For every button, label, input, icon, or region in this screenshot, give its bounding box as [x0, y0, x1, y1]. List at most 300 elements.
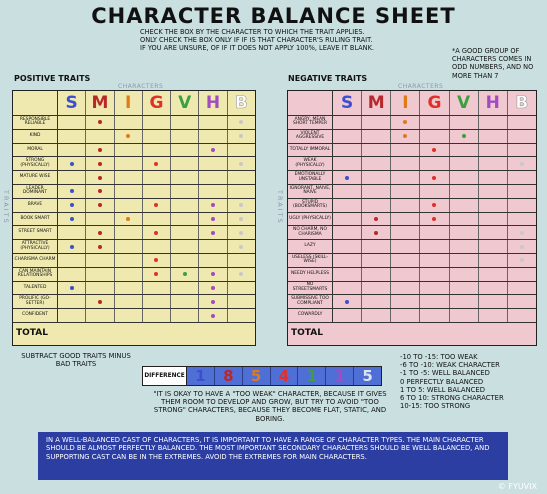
trait-row	[13, 116, 255, 130]
character-letter: H	[479, 91, 508, 115]
trait-checkbox[interactable]	[115, 295, 143, 308]
trait-checkbox[interactable]	[143, 144, 171, 157]
trait-checkbox[interactable]	[391, 295, 420, 308]
trait-row	[288, 130, 536, 144]
trait-label: ATTRACTIVE (PHYSICALLY)	[13, 240, 58, 253]
trait-checkbox[interactable]	[171, 199, 199, 212]
trait-row	[13, 268, 255, 282]
trait-checkbox[interactable]	[508, 116, 536, 129]
total-row	[288, 323, 536, 343]
check-dot	[211, 203, 215, 207]
trait-checkbox[interactable]	[86, 185, 114, 198]
trait-checkbox[interactable]	[143, 295, 171, 308]
trait-checkbox[interactable]	[508, 240, 536, 253]
trait-checkbox[interactable]	[199, 130, 227, 143]
check-dot	[98, 300, 102, 304]
trait-checkbox[interactable]	[86, 157, 114, 170]
trait-checkbox[interactable]	[199, 199, 227, 212]
trait-checkbox[interactable]	[479, 116, 508, 129]
check-dot	[239, 203, 243, 207]
trait-checkbox[interactable]	[143, 157, 171, 170]
trait-checkbox[interactable]	[86, 199, 114, 212]
trait-checkbox[interactable]	[143, 185, 171, 198]
trait-checkbox[interactable]	[199, 157, 227, 170]
check-dot	[98, 120, 102, 124]
trait-checkbox[interactable]	[450, 213, 479, 226]
trait-checkbox[interactable]	[228, 309, 255, 322]
trait-checkbox[interactable]	[333, 240, 362, 253]
trait-checkbox[interactable]	[199, 116, 227, 129]
trait-checkbox[interactable]	[362, 226, 391, 239]
trait-checkbox[interactable]	[199, 309, 227, 322]
trait-row	[13, 282, 255, 296]
trait-checkbox[interactable]	[115, 144, 143, 157]
check-dot	[211, 217, 215, 221]
trait-checkbox[interactable]	[86, 144, 114, 157]
character-letter: V	[450, 91, 479, 115]
trait-label: TALENTED	[13, 282, 58, 295]
trait-checkbox[interactable]	[450, 171, 479, 184]
trait-checkbox[interactable]	[115, 254, 143, 267]
trait-checkbox[interactable]	[228, 295, 255, 308]
trait-checkbox[interactable]	[420, 199, 449, 212]
trait-checkbox[interactable]	[333, 213, 362, 226]
trait-checkbox[interactable]	[199, 295, 227, 308]
trait-checkbox[interactable]	[199, 282, 227, 295]
trait-checkbox[interactable]	[115, 130, 143, 143]
trait-label: TOTALLY IMMORAL	[288, 144, 333, 157]
trait-checkbox[interactable]	[508, 185, 536, 198]
trait-checkbox[interactable]	[362, 282, 391, 295]
check-dot	[403, 120, 407, 124]
trait-checkbox[interactable]	[143, 116, 171, 129]
trait-checkbox[interactable]	[450, 226, 479, 239]
trait-checkbox[interactable]	[115, 213, 143, 226]
trait-checkbox[interactable]	[58, 240, 86, 253]
trait-checkbox[interactable]	[58, 171, 86, 184]
trait-checkbox[interactable]	[362, 309, 391, 322]
trait-checkbox[interactable]	[479, 309, 508, 322]
trait-label: CAN MAINTAIN RELATIONSHIPS	[13, 268, 58, 281]
trait-checkbox[interactable]	[479, 185, 508, 198]
trait-checkbox[interactable]	[420, 157, 449, 170]
check-dot	[520, 258, 524, 262]
trait-checkbox[interactable]	[333, 185, 362, 198]
trait-row	[288, 295, 536, 309]
instructions	[140, 28, 440, 52]
trait-checkbox[interactable]	[333, 171, 362, 184]
trait-checkbox[interactable]	[228, 116, 255, 129]
trait-label: NO CHARM, NO CHARISMA	[288, 226, 333, 239]
trait-checkbox[interactable]	[228, 171, 255, 184]
trait-checkbox[interactable]	[171, 240, 199, 253]
trait-checkbox[interactable]	[333, 199, 362, 212]
trait-checkbox[interactable]	[86, 116, 114, 129]
trait-checkbox[interactable]	[143, 226, 171, 239]
check-dot	[154, 272, 158, 276]
trait-checkbox[interactable]	[362, 240, 391, 253]
trait-checkbox[interactable]	[58, 213, 86, 226]
trait-checkbox[interactable]	[58, 226, 86, 239]
trait-row	[13, 130, 255, 144]
trait-row	[288, 240, 536, 254]
check-dot	[98, 203, 102, 207]
trait-checkbox[interactable]	[171, 226, 199, 239]
trait-checkbox[interactable]	[86, 295, 114, 308]
trait-label: BRAVE	[13, 199, 58, 212]
trait-checkbox[interactable]	[171, 171, 199, 184]
trait-checkbox[interactable]	[508, 268, 536, 281]
trait-checkbox[interactable]	[420, 116, 449, 129]
trait-checkbox[interactable]	[86, 309, 114, 322]
check-dot	[239, 231, 243, 235]
trait-checkbox[interactable]	[143, 254, 171, 267]
trait-checkbox[interactable]	[228, 254, 255, 267]
check-dot	[520, 245, 524, 249]
check-dot	[70, 162, 74, 166]
trait-checkbox[interactable]	[58, 282, 86, 295]
check-dot	[98, 148, 102, 152]
trait-checkbox[interactable]	[362, 268, 391, 281]
legend-item: 6 TO 10: STRONG CHARACTER	[400, 394, 504, 403]
trait-checkbox[interactable]	[143, 199, 171, 212]
trait-checkbox[interactable]	[228, 144, 255, 157]
trait-checkbox[interactable]	[420, 240, 449, 253]
trait-checkbox[interactable]	[479, 254, 508, 267]
trait-checkbox[interactable]	[143, 213, 171, 226]
trait-checkbox[interactable]	[333, 282, 362, 295]
trait-checkbox[interactable]	[391, 199, 420, 212]
check-dot	[70, 203, 74, 207]
trait-checkbox[interactable]	[199, 171, 227, 184]
trait-checkbox[interactable]	[143, 240, 171, 253]
trait-checkbox[interactable]	[508, 199, 536, 212]
trait-checkbox[interactable]	[420, 226, 449, 239]
trait-checkbox[interactable]	[391, 144, 420, 157]
character-letter: I	[115, 91, 143, 115]
trait-checkbox[interactable]	[479, 226, 508, 239]
trait-checkbox[interactable]	[228, 157, 255, 170]
check-dot	[154, 203, 158, 207]
trait-checkbox[interactable]	[115, 157, 143, 170]
trait-checkbox[interactable]	[171, 144, 199, 157]
trait-checkbox[interactable]	[508, 295, 536, 308]
trait-checkbox[interactable]	[508, 130, 536, 143]
trait-checkbox[interactable]	[115, 240, 143, 253]
trait-checkbox[interactable]	[508, 282, 536, 295]
trait-checkbox[interactable]	[171, 268, 199, 281]
trait-checkbox[interactable]	[143, 309, 171, 322]
trait-checkbox[interactable]	[479, 171, 508, 184]
trait-checkbox[interactable]	[450, 282, 479, 295]
trait-label: WEAK (PHYSICALLY)	[288, 157, 333, 170]
trait-checkbox[interactable]	[58, 157, 86, 170]
trait-checkbox[interactable]	[199, 254, 227, 267]
trait-checkbox[interactable]	[333, 130, 362, 143]
check-dot	[98, 231, 102, 235]
trait-label: CONFIDENT	[13, 309, 58, 322]
trait-checkbox[interactable]	[479, 240, 508, 253]
characters-label: CHARACTERS	[398, 83, 444, 90]
trait-checkbox[interactable]	[115, 171, 143, 184]
trait-checkbox[interactable]	[450, 240, 479, 253]
traits-label: TRAITS	[276, 190, 284, 225]
trait-checkbox[interactable]	[479, 268, 508, 281]
trait-checkbox[interactable]	[228, 282, 255, 295]
positive-traits-title: POSITIVE TRAITS	[14, 74, 91, 83]
trait-checkbox[interactable]	[58, 144, 86, 157]
trait-checkbox[interactable]	[362, 185, 391, 198]
trait-checkbox[interactable]	[508, 309, 536, 322]
trait-checkbox[interactable]	[508, 171, 536, 184]
trait-checkbox[interactable]	[171, 295, 199, 308]
difference-value: 5	[243, 367, 271, 385]
character-letter: M	[362, 91, 391, 115]
trait-checkbox[interactable]	[58, 116, 86, 129]
check-dot	[126, 134, 130, 138]
trait-checkbox[interactable]	[479, 130, 508, 143]
trait-checkbox[interactable]	[333, 254, 362, 267]
trait-checkbox[interactable]	[508, 254, 536, 267]
check-dot	[98, 176, 102, 180]
trait-checkbox[interactable]	[391, 240, 420, 253]
trait-checkbox[interactable]	[333, 157, 362, 170]
trait-checkbox[interactable]	[86, 268, 114, 281]
trait-checkbox[interactable]	[479, 213, 508, 226]
trait-checkbox[interactable]	[362, 116, 391, 129]
trait-label: BOOK SMART	[13, 213, 58, 226]
trait-label: LAZY	[288, 240, 333, 253]
trait-checkbox[interactable]	[450, 130, 479, 143]
page-title: CHARACTER BALANCE SHEET	[91, 4, 456, 28]
trait-checkbox[interactable]	[362, 157, 391, 170]
trait-checkbox[interactable]	[171, 213, 199, 226]
trait-checkbox[interactable]	[450, 309, 479, 322]
trait-checkbox[interactable]	[58, 309, 86, 322]
trait-checkbox[interactable]	[58, 254, 86, 267]
trait-checkbox[interactable]	[420, 309, 449, 322]
trait-checkbox[interactable]	[86, 254, 114, 267]
trait-checkbox[interactable]	[450, 157, 479, 170]
character-letter: B	[234, 93, 248, 113]
trait-checkbox[interactable]	[450, 199, 479, 212]
trait-checkbox[interactable]	[228, 268, 255, 281]
trait-checkbox[interactable]	[420, 144, 449, 157]
trait-checkbox[interactable]	[171, 157, 199, 170]
trait-checkbox[interactable]	[362, 199, 391, 212]
trait-checkbox[interactable]	[391, 171, 420, 184]
check-dot	[154, 162, 158, 166]
trait-checkbox[interactable]	[228, 213, 255, 226]
trait-checkbox[interactable]	[333, 116, 362, 129]
trait-checkbox[interactable]	[420, 295, 449, 308]
trait-checkbox[interactable]	[450, 116, 479, 129]
trait-checkbox[interactable]	[58, 185, 86, 198]
trait-label: PROLIFIC (GO-SETTER)	[13, 295, 58, 308]
trait-checkbox[interactable]	[362, 171, 391, 184]
trait-checkbox[interactable]	[391, 116, 420, 129]
trait-checkbox[interactable]	[420, 130, 449, 143]
difference-value: 5	[362, 367, 373, 385]
trait-checkbox[interactable]	[391, 268, 420, 281]
trait-checkbox[interactable]	[362, 295, 391, 308]
trait-checkbox[interactable]	[86, 213, 114, 226]
legend-item: -1 TO -5: WELL BALANCED	[400, 369, 490, 378]
trait-checkbox[interactable]	[228, 130, 255, 143]
negative-traits-title: NEGATIVE TRAITS	[288, 74, 368, 83]
trait-checkbox[interactable]	[333, 309, 362, 322]
trait-checkbox[interactable]	[143, 130, 171, 143]
trait-checkbox[interactable]	[450, 268, 479, 281]
trait-checkbox[interactable]	[333, 268, 362, 281]
trait-checkbox[interactable]	[420, 282, 449, 295]
trait-checkbox[interactable]	[479, 144, 508, 157]
trait-checkbox[interactable]	[171, 185, 199, 198]
trait-row	[13, 171, 255, 185]
trait-checkbox[interactable]	[171, 130, 199, 143]
trait-checkbox[interactable]	[391, 282, 420, 295]
trait-row	[13, 226, 255, 240]
character-letter: S	[333, 91, 362, 115]
trait-checkbox[interactable]	[391, 130, 420, 143]
check-dot	[211, 272, 215, 276]
trait-checkbox[interactable]	[115, 268, 143, 281]
trait-label: STRONG (PHYSICALLY)	[13, 157, 58, 170]
trait-checkbox[interactable]	[228, 199, 255, 212]
difference-label: DIFFERENCE	[143, 367, 187, 385]
trait-checkbox[interactable]	[115, 199, 143, 212]
check-dot	[211, 314, 215, 318]
trait-checkbox[interactable]	[391, 213, 420, 226]
trait-checkbox[interactable]	[479, 157, 508, 170]
trait-checkbox[interactable]	[450, 144, 479, 157]
trait-checkbox[interactable]	[171, 116, 199, 129]
trait-checkbox[interactable]	[199, 268, 227, 281]
trait-checkbox[interactable]	[86, 240, 114, 253]
trait-checkbox[interactable]	[115, 226, 143, 239]
trait-label: MATURE WISE	[13, 171, 58, 184]
trait-checkbox[interactable]	[171, 309, 199, 322]
trait-checkbox[interactable]	[115, 282, 143, 295]
trait-checkbox[interactable]	[228, 226, 255, 239]
trait-row	[288, 268, 536, 282]
difference-bar	[142, 366, 382, 386]
trait-checkbox[interactable]	[479, 282, 508, 295]
trait-checkbox[interactable]	[171, 254, 199, 267]
trait-checkbox[interactable]	[143, 282, 171, 295]
trait-checkbox[interactable]	[115, 185, 143, 198]
check-dot	[345, 176, 349, 180]
trait-checkbox[interactable]	[362, 130, 391, 143]
trait-checkbox[interactable]	[58, 295, 86, 308]
trait-checkbox[interactable]	[362, 213, 391, 226]
trait-checkbox[interactable]	[143, 268, 171, 281]
trait-checkbox[interactable]	[391, 254, 420, 267]
trait-row	[13, 240, 255, 254]
character-letter: B	[515, 93, 529, 113]
trait-checkbox[interactable]	[420, 254, 449, 267]
trait-checkbox[interactable]	[199, 213, 227, 226]
trait-checkbox[interactable]	[391, 226, 420, 239]
trait-checkbox[interactable]	[450, 295, 479, 308]
check-dot	[520, 162, 524, 166]
trait-checkbox[interactable]	[362, 254, 391, 267]
trait-checkbox[interactable]	[479, 295, 508, 308]
character-header-row	[288, 91, 536, 116]
trait-row	[13, 199, 255, 213]
trait-checkbox[interactable]	[508, 157, 536, 170]
trait-label: STUPID (BOOKSMARTS)	[288, 199, 333, 212]
trait-checkbox[interactable]	[333, 226, 362, 239]
check-dot	[374, 231, 378, 235]
trait-checkbox[interactable]	[171, 282, 199, 295]
trait-checkbox[interactable]	[362, 144, 391, 157]
trait-checkbox[interactable]	[86, 282, 114, 295]
trait-checkbox[interactable]	[199, 226, 227, 239]
check-dot	[183, 272, 187, 276]
trait-checkbox[interactable]	[199, 240, 227, 253]
trait-checkbox[interactable]	[333, 295, 362, 308]
trait-checkbox[interactable]	[450, 185, 479, 198]
check-dot	[154, 231, 158, 235]
trait-checkbox[interactable]	[143, 171, 171, 184]
trait-checkbox[interactable]	[479, 199, 508, 212]
character-letter: S	[58, 91, 86, 115]
trait-label: USELESS (SKILL-WISE)	[288, 254, 333, 267]
trait-checkbox[interactable]	[115, 309, 143, 322]
trait-checkbox[interactable]	[508, 213, 536, 226]
trait-checkbox[interactable]	[58, 130, 86, 143]
trait-checkbox[interactable]	[420, 185, 449, 198]
trait-checkbox[interactable]	[508, 226, 536, 239]
trait-checkbox[interactable]	[58, 199, 86, 212]
trait-checkbox[interactable]	[333, 144, 362, 157]
trait-checkbox[interactable]	[86, 130, 114, 143]
instruction-line: IF YOU ARE UNSURE, OF IF IT DOES NOT APPLY 100%, LEAVE IT BLANK.	[140, 44, 375, 52]
trait-checkbox[interactable]	[508, 144, 536, 157]
trait-checkbox[interactable]	[86, 226, 114, 239]
trait-checkbox[interactable]	[86, 171, 114, 184]
trait-label: EMOTIONALLY UNSTABLE	[288, 171, 333, 184]
trait-label: KIND	[13, 130, 58, 143]
check-dot	[211, 148, 215, 152]
trait-checkbox[interactable]	[58, 268, 86, 281]
trait-checkbox[interactable]	[450, 254, 479, 267]
trait-checkbox[interactable]	[228, 185, 255, 198]
trait-row	[288, 282, 536, 296]
trait-checkbox[interactable]	[391, 157, 420, 170]
trait-row	[288, 309, 536, 323]
trait-row	[13, 157, 255, 171]
trait-checkbox[interactable]	[228, 240, 255, 253]
check-dot	[239, 245, 243, 249]
difference-value: 4	[271, 367, 299, 385]
trait-checkbox[interactable]	[199, 144, 227, 157]
trait-checkbox[interactable]	[115, 116, 143, 129]
trait-checkbox[interactable]	[420, 171, 449, 184]
check-dot	[432, 217, 436, 221]
trait-label: NEEDY HELPLESS	[288, 268, 333, 281]
trait-checkbox[interactable]	[420, 213, 449, 226]
trait-checkbox[interactable]	[391, 309, 420, 322]
group-size-note: *A GOOD GROUP OF CHARACTERS COMES IN ODD NUMBERS, AND NO MORE THAN 7	[452, 47, 534, 80]
trait-label: NO STREETSMARTS	[288, 282, 333, 295]
trait-checkbox[interactable]	[391, 185, 420, 198]
trait-checkbox[interactable]	[199, 185, 227, 198]
trait-checkbox[interactable]	[420, 268, 449, 281]
trait-label: RESPONSIBLE RELIABLE	[13, 116, 58, 129]
summary-box: IN A WELL-BALANCED CAST OF CHARACTERS, IT IS IMPORTANT TO HAVE A RANGE OF CHARACTER TYPES. THE MAIN CHARACTER SHOULD BE ALMOST PERFECTLY BALANCED. THE MOST IMPORTANT SECONDARY CHARACTERS SHOULD BE WELL BALANCED, AND SUPPORTING CAST CAN BE IN THE EXTREMES. AVOID THE EXTREMES FOR MAIN CHARACTERS.	[38, 432, 508, 480]
